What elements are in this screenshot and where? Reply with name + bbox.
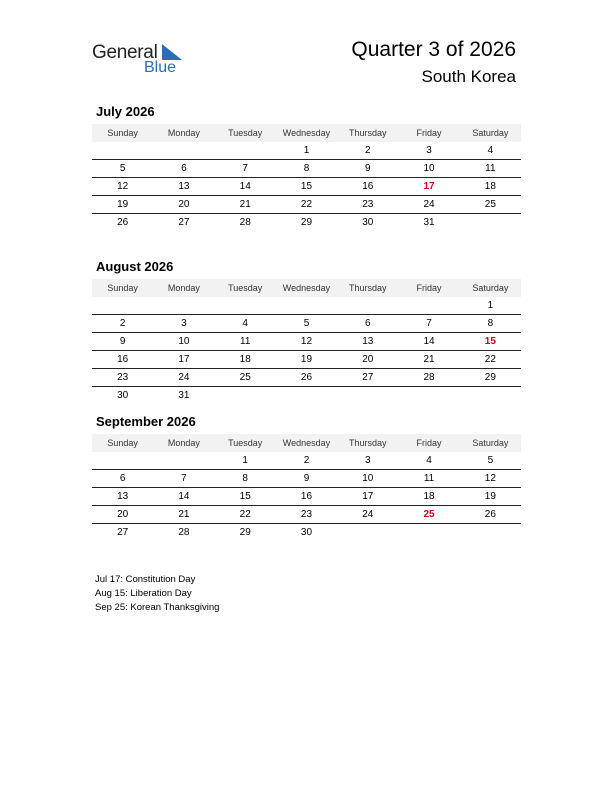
day-cell: 2 [276,452,337,470]
weekday-label: Monday [153,124,214,142]
weekday-label: Sunday [92,124,153,142]
day-cell: 19 [92,196,153,214]
day-cell: 15 [276,178,337,196]
day-cell: 10 [153,333,214,351]
day-cell: 20 [92,506,153,524]
day-cell: 22 [215,506,276,524]
day-cell: 6 [337,315,398,333]
weekday-label: Wednesday [276,434,337,452]
week-row [92,452,521,470]
holiday-note: Aug 15: Liberation Day [95,588,192,599]
day-cell: 14 [153,488,214,506]
day-cell: 13 [92,488,153,506]
day-cell: 5 [92,160,153,178]
week-row [92,506,521,524]
day-cell: 26 [276,369,337,387]
day-cell: 12 [276,333,337,351]
day-cell: 28 [398,369,459,387]
day-cell: 25 [460,196,521,214]
holiday-notes [95,573,219,615]
day-cell: 6 [92,470,153,488]
day-cell [276,387,337,405]
weekday-label: Sunday [92,279,153,297]
day-cell [460,214,521,232]
day-cell: 3 [153,315,214,333]
day-cell: 30 [362,217,374,228]
calendar-table [92,124,521,231]
day-cell: 16 [337,178,398,196]
weekday-label: Thursday [337,124,398,142]
weekday-label: Friday [398,279,459,297]
day-cell: 24 [398,196,459,214]
weekday-label: Wednesday [276,279,337,297]
week-row [92,160,521,178]
day-cell [92,452,153,470]
day-cell: 24 [153,369,214,387]
weekday-label: Monday [153,434,214,452]
weekday-label: Sunday [92,434,153,452]
day-cell [460,387,521,405]
day-cell: 20 [153,196,214,214]
day-cell: 8 [276,160,337,178]
day-cell [215,387,276,405]
day-cell: 19 [276,351,337,369]
day-cell: 21 [398,351,459,369]
day-cell: 20 [337,351,398,369]
week-row [92,369,521,387]
day-cell: 7 [215,160,276,178]
day-cell: 22 [276,196,337,214]
day-cell [153,142,214,160]
day-cell: 30 [117,390,129,401]
month-block [92,258,521,404]
day-cell: 12 [460,470,521,488]
day-cell [337,524,398,542]
day-cell: 23 [337,196,398,214]
day-cell: 11 [460,160,521,178]
weekday-label: Saturday [460,434,521,452]
week-row [92,315,521,333]
day-cell: 16 [92,351,153,369]
day-cell: 3 [398,142,459,160]
day-cell: 1 [215,452,276,470]
day-cell: 21 [215,196,276,214]
day-cell: 18 [215,351,276,369]
day-cell: 4 [215,315,276,333]
day-cell: 31 [178,390,190,401]
day-cell [398,524,459,542]
day-cell: 5 [460,452,521,470]
day-cell: 18 [398,488,459,506]
day-cell: 9 [337,160,398,178]
day-cell: 1 [276,142,337,160]
day-cell [92,297,153,315]
day-cell: 19 [460,488,521,506]
day-cell: 17 [337,488,398,506]
weekday-header-row [92,434,521,452]
day-cell: 25 [215,369,276,387]
country-name: South Korea [421,67,516,86]
day-cell: 8 [460,315,521,333]
month-block [92,103,521,231]
day-cell: 13 [153,178,214,196]
day-cell: 11 [215,333,276,351]
day-cell: 4 [460,142,521,160]
day-cell: 14 [215,178,276,196]
day-cell: 10 [337,470,398,488]
day-cell [153,297,214,315]
week-row [92,214,521,232]
weekday-label: Tuesday [215,434,276,452]
holiday-day-cell: 15 [460,333,521,351]
day-cell: 18 [460,178,521,196]
holiday-note: Sep 25: Korean Thanksgiving [95,602,220,613]
day-cell: 22 [460,351,521,369]
day-cell: 27 [337,369,398,387]
week-row [92,297,521,315]
day-cell: 3 [337,452,398,470]
holiday-day-cell: 25 [398,506,459,524]
day-cell [153,452,214,470]
month-block [92,413,521,541]
logo-text-general: General [92,42,158,63]
weekday-header-row [92,124,521,142]
holiday-day-cell: 17 [398,178,459,196]
day-cell [92,142,153,160]
day-cell: 15 [215,488,276,506]
day-cell: 2 [337,142,398,160]
day-cell: 29 [460,369,521,387]
logo-text-blue: Blue [144,59,177,76]
weekday-label: Saturday [460,279,521,297]
day-cell [398,297,459,315]
day-cell: 27 [178,217,190,228]
day-cell [460,524,521,542]
day-cell: 8 [215,470,276,488]
weekday-label: Tuesday [215,124,276,142]
week-row [92,470,521,488]
weekday-label: Wednesday [276,124,337,142]
week-row [92,142,521,160]
day-cell: 28 [178,527,190,538]
day-cell: 7 [398,315,459,333]
day-cell: 1 [460,297,521,315]
calendar-table [92,434,521,541]
day-cell: 14 [398,333,459,351]
week-row [92,524,521,542]
month-title: July 2026 [96,104,155,119]
day-cell: 26 [460,506,521,524]
day-cell: 29 [300,217,313,228]
day-cell: 28 [239,217,251,228]
page-title: Quarter 3 of 2026 [351,38,516,61]
month-title: August 2026 [96,259,174,274]
day-cell: 9 [276,470,337,488]
holiday-note: Jul 17: Constitution Day [95,574,196,585]
calendar-table [92,279,521,404]
day-cell: 5 [276,315,337,333]
weekday-label: Friday [398,434,459,452]
day-cell: 23 [92,369,153,387]
weekday-label: Monday [153,279,214,297]
day-cell: 29 [239,527,251,538]
day-cell: 21 [153,506,214,524]
logo [92,42,192,78]
day-cell: 2 [92,315,153,333]
day-cell: 9 [92,333,153,351]
day-cell: 13 [337,333,398,351]
day-cell: 11 [398,470,459,488]
day-cell: 31 [423,217,435,228]
day-cell: 17 [153,351,214,369]
day-cell: 6 [153,160,214,178]
day-cell [215,297,276,315]
day-cell [276,297,337,315]
day-cell: 27 [117,527,129,538]
day-cell [337,297,398,315]
week-row [92,196,521,214]
day-cell: 24 [337,506,398,524]
weekday-label: Thursday [337,279,398,297]
day-cell [398,387,459,405]
day-cell [337,387,398,405]
day-cell: 16 [276,488,337,506]
week-row [92,178,521,196]
day-cell: 23 [276,506,337,524]
day-cell: 12 [92,178,153,196]
day-cell: 26 [117,217,129,228]
month-title: September 2026 [96,414,196,429]
week-row [92,387,521,405]
day-cell: 10 [398,160,459,178]
weekday-label: Friday [398,124,459,142]
week-row [92,333,521,351]
week-row [92,351,521,369]
week-row [92,488,521,506]
day-cell: 7 [153,470,214,488]
weekday-label: Saturday [460,124,521,142]
weekday-label: Tuesday [215,279,276,297]
weekday-header-row [92,279,521,297]
weekday-label: Thursday [337,434,398,452]
day-cell: 4 [398,452,459,470]
day-cell [215,142,276,160]
day-cell: 30 [300,527,313,538]
